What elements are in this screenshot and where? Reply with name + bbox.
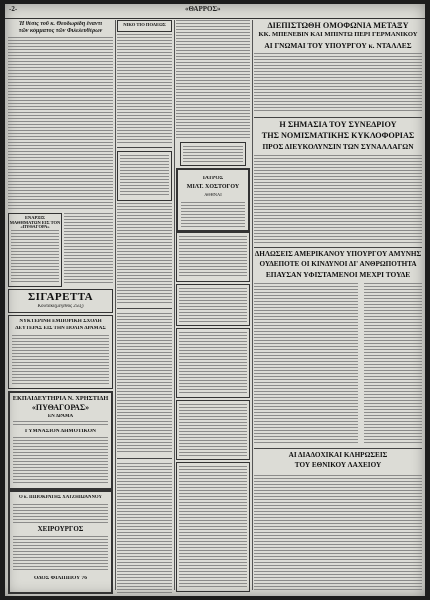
- divider: [254, 117, 422, 118]
- notice-box: [117, 151, 172, 201]
- article-text: [117, 313, 172, 453]
- ad-pyth-text: [13, 437, 108, 485]
- col1-headline-line1: Ἡ θέσις τοῦ κ. Θεοδωρίδη ἔναντι: [18, 21, 103, 27]
- column-2: [117, 20, 172, 590]
- notice-box: [176, 328, 250, 398]
- notice-box: [176, 284, 250, 326]
- article-text: [117, 463, 172, 593]
- divider: [117, 308, 172, 309]
- notice-text: [179, 466, 247, 588]
- notice-title: ΕΝΑΡΞΙΣ ΜΑΘΗΜΑΤΩΝ ΕΙΣ ΤΟΝ «ΠΥΘΑΓΟΡΑ»: [9, 216, 61, 230]
- doctor-card-text: [181, 202, 245, 227]
- divider: [117, 458, 172, 459]
- ad-doctor-text: [13, 536, 108, 572]
- ad-doctor-text: [13, 504, 108, 524]
- divider: [254, 448, 422, 449]
- notice-text: [120, 155, 169, 197]
- ad-doctor: [8, 490, 113, 594]
- ad-pythagoras: [8, 391, 113, 490]
- article-text: [117, 203, 172, 303]
- doctor-card-line2: ΜΙΛΤ. ΧΟΣΤΟΓΟΥ: [186, 184, 240, 190]
- column-rule: [115, 20, 116, 590]
- masthead: [5, 4, 425, 19]
- article-text: [254, 475, 422, 590]
- article-text: [8, 37, 113, 210]
- article-text: [117, 34, 172, 144]
- headline-3-line1: ΔΗΛΩΣΕΙΣ ΑΜΕΡΙΚΑΝΟΥ ΥΠΟΥΡΓΟΥ ΑΜΥΝΗΣ: [254, 251, 422, 258]
- lead-headline-line3: ΑΙ ΓΝΩΜΑΙ ΤΟΥ ΥΠΟΥΡΓΟΥ κ. ΝΤΑΛΛΕΣ: [264, 42, 412, 50]
- headline-4-line2: ΤΟΥ ΕΘΝΙΚΟΥ ΛΑΧΕΙΟΥ: [294, 462, 382, 469]
- notice-text: [179, 288, 247, 322]
- divider: [117, 147, 172, 148]
- article-text: [64, 213, 113, 285]
- headline-4-line1: ΑΙ ΔΙΑΔΟΧΙΚΑΙ ΚΛΗΡΩΣΕΙΣ: [288, 452, 388, 459]
- col1-headline-line2: τῶν κόμματος τῶν Φιλελευθέρων: [18, 28, 103, 34]
- paper-name: «ΘΑΡΡΟΣ»: [185, 5, 221, 13]
- article-text: [254, 53, 422, 113]
- column-rule: [252, 20, 253, 590]
- ad-doctor-line3: ΟΔΟΣ ΦΙΛΙΠΠΟΥ 76: [34, 576, 87, 581]
- lead-headline-line2: ΚΚ. ΜΠΕΝΕΒΙΝ ΚΑΙ ΜΠΙΝΤΩ ΠΕΡΙ ΓΕΡΜΑΝΙΚΟΥ: [258, 32, 418, 38]
- headline-2-line3: ΠΡΟΣ ΔΙΕΥΚΟΛΥΝΣΙΝ ΤΩΝ ΣΥΝΑΛΛΑΓΩΝ: [262, 143, 414, 151]
- doctor-card-line1: ΙΑΤΡΟΣ: [202, 176, 224, 181]
- ad-cigarette-sub: Κουτάκι(μέγεθος 25ιξ): [37, 304, 84, 309]
- article-text: [176, 20, 250, 138]
- ad-cigarette-title: ΣΙΓΑΡΕΤΤΑ: [27, 292, 94, 303]
- ad-pyth-line4: ΓΥΜΝΑΣΙΟΝ ΔΗΜΟΤΙΚΟΝ: [25, 429, 96, 434]
- column-3: [176, 20, 250, 590]
- notice-box: [176, 400, 250, 460]
- notice-text: [11, 230, 59, 284]
- notice-text: [179, 404, 247, 456]
- headline-3-line3: ΕΠΑΥΣΑΝ ΥΦΙΣΤΑΜΕΝΟΙ ΜΕΧΡΙ ΤΟΥΔΕ: [265, 271, 411, 279]
- article-text: [364, 283, 422, 443]
- notice-text: [179, 332, 247, 394]
- ad-doctor-line2: ΧΕΙΡΟΥΡΓΟΣ: [37, 526, 84, 533]
- notice-box: [176, 232, 250, 282]
- ad-pyth-line1: ΕΚΠΑΙΔΕΥΤΗΡΙΑ Ν. ΧΡΗΣΤΙΔΗ: [12, 396, 109, 402]
- headline-2-line1: Η ΣΗΜΑΣΙΑ ΤΟΥ ΣΥΝΕΔΡΙΟΥ: [279, 121, 397, 129]
- headline-2-line2: ΤΗΣ ΝΟΜΙΣΜΑΤΙΚΗΣ ΚΥΚΛΟΦΟΡΙΑΣ: [261, 132, 415, 140]
- ad-night-school: [8, 315, 113, 389]
- ad-doctor-card: [176, 168, 250, 232]
- notice-text: [183, 146, 243, 162]
- notice-box: [8, 213, 62, 287]
- notice-text: [179, 236, 247, 278]
- article-text: [254, 283, 358, 443]
- column-4: [254, 20, 422, 590]
- doctor-card-line3: ΑΘΗΝΑΙ: [204, 193, 222, 197]
- notice-box: [180, 142, 246, 166]
- ad-pyth-line3: ΕΝ ΔΡΑΜΑ: [47, 414, 74, 419]
- col2-title: ΝΙΚΟ ΤΙΟ ΠΟΛΕΩΣ: [123, 23, 166, 27]
- headline-3-line2: ΟΥΔΕΠΟΤΕ ΟΙ ΚΙΝΔΥΝΟΙ ΔΙ' ΑΝΘΡΩΠΟΤΗΤΑ: [259, 261, 417, 268]
- ad-school-title2: ΔΕΥΤΕΡΑΣ ΕΙΣ ΤΗΝ ΠΟΛΙΝ ΔΡΑΜΑΣ: [15, 326, 106, 331]
- column-rule: [174, 20, 175, 590]
- ad-school-text: [12, 335, 109, 385]
- notice-box: [176, 462, 250, 592]
- column-1: [8, 20, 113, 590]
- ad-school-title1: ΝΥΚΤΕΡΙΝΗ ΕΜΠΟΡΙΚΗ ΣΧΟΛΗ: [19, 319, 102, 324]
- page-number: -2-: [9, 5, 18, 13]
- article-text: [254, 155, 422, 243]
- col2-title-box: [117, 20, 172, 32]
- ad-doctor-line1: Ο κ. ΙΠΠΟΚΡΑΤΗΣ ΧΑΤΖΗΙΩΑΝΝΟΥ: [18, 495, 103, 500]
- divider: [254, 247, 422, 248]
- lead-headline-line1: ΔΙΕΠΙΣΤΩΘΗ ΟΜΟΦΩΝΙΑ ΜΕΤΑΞΥ: [267, 22, 409, 30]
- ad-pyth-line2: «ΠΥΘΑΓΟΡΑΣ»: [31, 404, 90, 412]
- ad-cigarette: [8, 289, 113, 313]
- ad-pyth-text: [13, 421, 108, 427]
- newspaper-page: [5, 4, 425, 596]
